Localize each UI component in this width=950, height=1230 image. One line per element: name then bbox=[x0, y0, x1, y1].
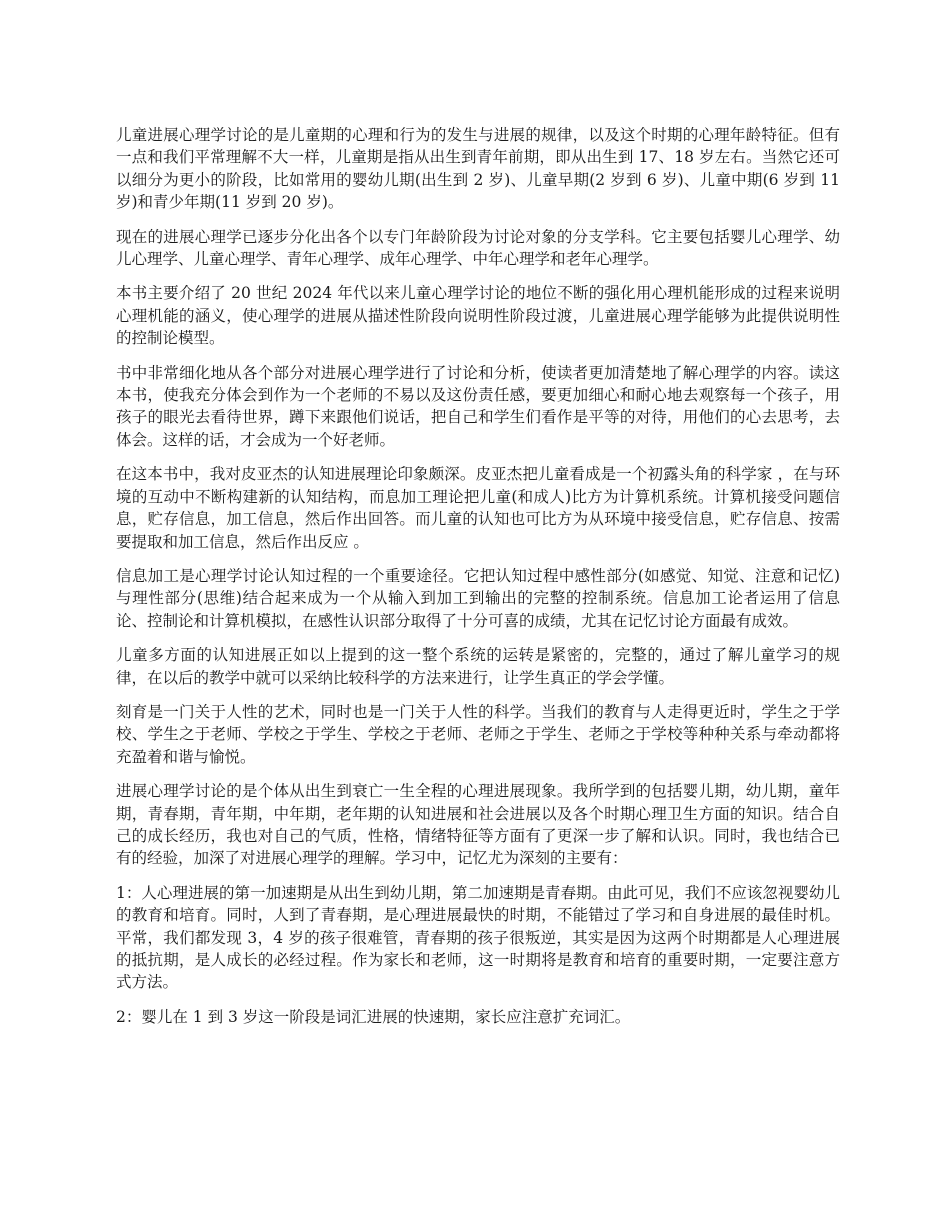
paragraph-8: 刻育是一门关于人性的艺术，同时也是一门关于人性的科学。当我们的教育与人走得更近时，学生之于学校、学生之于老师、学校之于学生、学校之于老师、老师之于学生、老师之于学校等种种关系与牵动都将充盈着和谐与愉悦。 bbox=[116, 702, 840, 766]
paragraph-11: 2：婴儿在 1 到 3 岁这一阶段是词汇进展的快速期，家长应注意扩充词汇。 bbox=[116, 1007, 631, 1026]
paragraph-1: 儿童进展心理学讨论的是儿童期的心理和行为的发生与进展的规律，以及这个时期的心理年龄特征。但有一点和我们平常理解不大一样，儿童期是指从出生到青年前期，即从出生到 17、18 岁左右。当然它还可以细分为更小的阶段，比如常用的婴幼儿期(出生到 2 岁)、儿童早期(2 岁到 6 岁)、儿童中期(6 岁到 11 岁)和青少年期(11 岁到 20 岁)。 bbox=[116, 126, 840, 212]
paragraph-10: 1：人心理进展的第一加速期是从出生到幼儿期，第二加速期是青春期。由此可见，我们不应该忽视婴幼儿的教育和培育。同时，人到了青春期，是心理进展最快的时期，不能错过了学习和自身进展的最佳时机。平常，我们都发现 3，4 岁的孩子很难管，青春期的孩子很叛逆，其实是因为这两个时期都是人心理进展的抵抗期，是人成长的必经过程。作为家长和老师，这一时期将是教育和培育的重要时期，一定要注意方式方法。 bbox=[116, 883, 840, 992]
paragraph-2: 现在的进展心理学已逐步分化出各个以专门年龄阶段为讨论对象的分支学科。它主要包括婴儿心理学、幼儿心理学、儿童心理学、青年心理学、成年心理学、中年心理学和老年心理学。 bbox=[116, 227, 840, 269]
paragraph-3: 本书主要介绍了 20 世纪 2024 年代以来儿童心理学讨论的地位不断的强化用心理机能形成的过程来说明心理机能的涵义，使心理学的进展从描述性阶段向说明性阶段过渡，儿童进展心理学能够为此提供说明性的控制论模型。 bbox=[116, 284, 840, 348]
paragraph-6: 信息加工是心理学讨论认知过程的一个重要途径。它把认知过程中感性部分(如感觉、知觉、注意和记忆)与理性部分(思维)结合起来成为一个从输入到加工到输出的完整的控制系统。信息加工论者运用了信息论、控制论和计算机模拟，在感性认识部分取得了十分可喜的成绩，尤其在记忆讨论方面最有成效。 bbox=[116, 566, 840, 630]
paragraph-4: 书中非常细化地从各个部分对进展心理学进行了讨论和分析，使读者更加清楚地了解心理学的内容。读这本书，使我充分体会到作为一个老师的不易以及这份责任感，要更加细心和耐心地去观察每一个孩子，用孩子的眼光去看待世界，蹲下来跟他们说话，把自己和学生们看作是平等的对待，用他们的心去思考，去体会。这样的话，才会成为一个好老师。 bbox=[116, 363, 840, 449]
paragraph-5: 在这本书中，我对皮亚杰的认知进展理论印象颇深。皮亚杰把儿童看成是一个初露头角的科学家 ，在与环境的互动中不断构建新的认知结构，而息加工理论把儿童(和成人)比方为计算机系统。计算机接受问题信息，贮存信息，加工信息，然后作出回答。而儿童的认知也可比方为从环境中接受信息，贮存信息、按需要提取和加工信息，然后作出反应 。 bbox=[116, 465, 840, 551]
document-body bbox=[116, 124, 840, 1040]
paragraph-9: 进展心理学讨论的是个体从出生到衰亡一生全程的心理进展现象。我所学到的包括婴儿期，幼儿期，童年期，青春期，青年期，中年期，老年期的认知进展和社会进展以及各个时期心理卫生方面的知识。结合自己的成长经历，我也对自己的气质，性格，情绪特征等方面有了更深一步了解和认识。同时，我也结合已有的经验，加深了对进展心理学的理解。学习中，记忆尤为深刻的主要有： bbox=[116, 782, 840, 868]
paragraph-7: 儿童多方面的认知进展正如以上提到的这一整个系统的运转是紧密的，完整的，通过了解儿童学习的规律，在以后的教学中就可以采纳比较科学的方法来进行，让学生真正的学会学懂。 bbox=[116, 646, 840, 687]
